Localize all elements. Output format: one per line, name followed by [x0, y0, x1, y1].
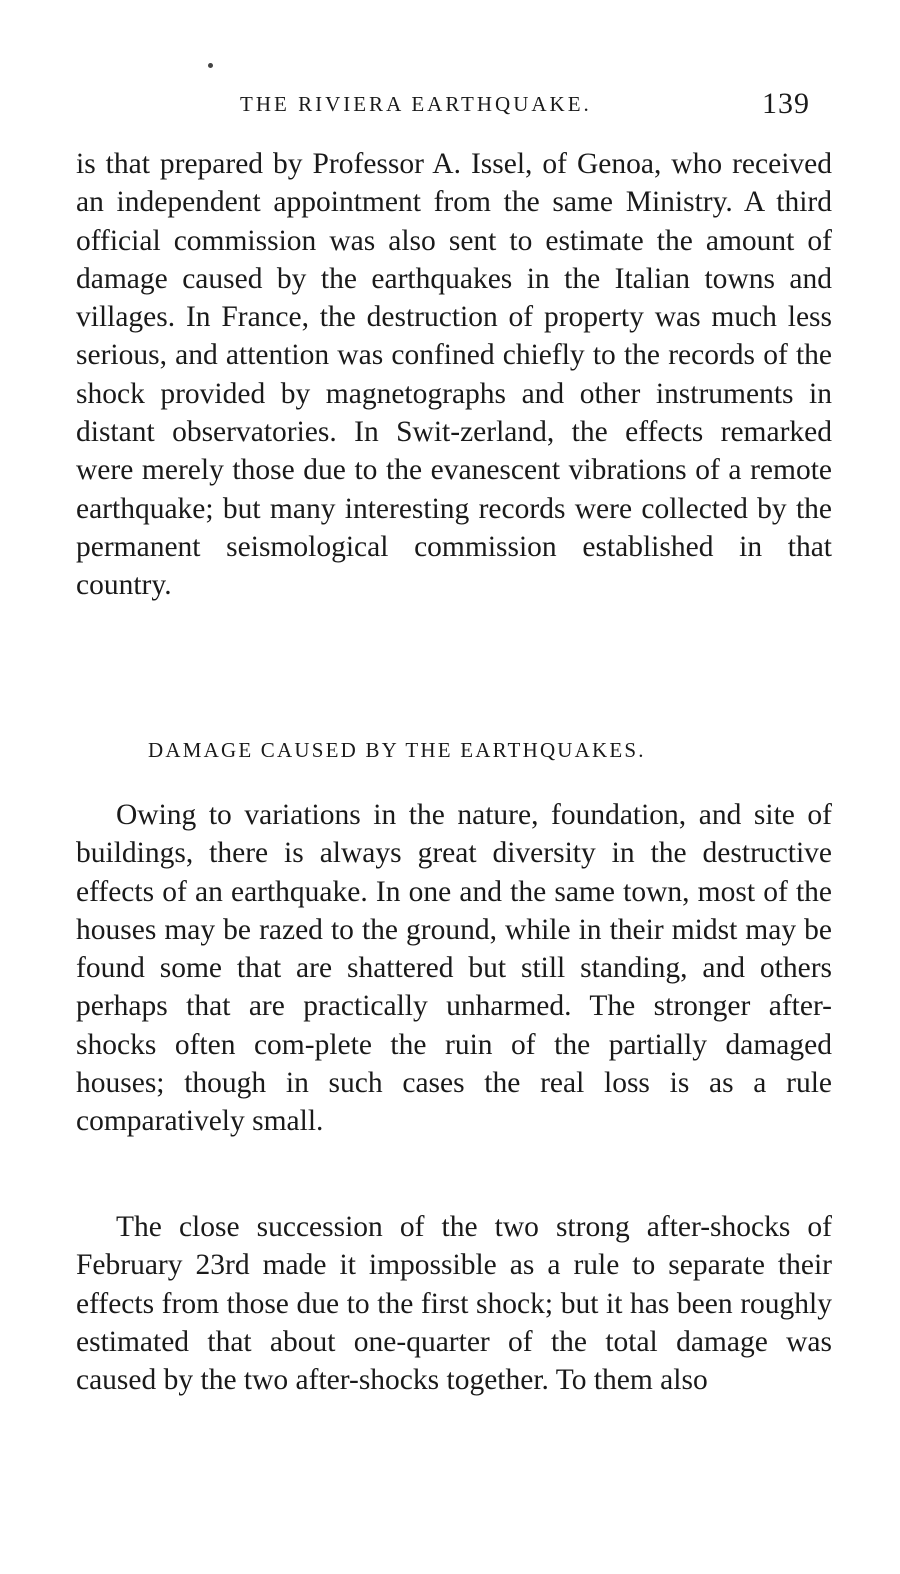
print-speck	[208, 63, 213, 68]
running-title: THE RIVIERA EARTHQUAKE.	[240, 92, 592, 116]
paragraph-continued: is that prepared by Professor A. Issel, of Genoa, who received an independent appointment from the same Ministry. A third official commission was also sent to estimate the amount of damage caused by the earthquakes in the Italian towns and villages. In France, the destruction of property was much less serious, and attention was confined chiefly to the records of the shock provided by magnetographs and other instruments in distant observatories. In Swit-zerland, the effects remarked were merely those due to the evanescent vibrations of a remote earthquake; but many interesting records were collected by the permanent seismological commission established in that country.	[76, 148, 832, 602]
section-heading: DAMAGE CAUSED BY THE EARTHQUAKES.	[148, 738, 646, 762]
running-head	[0, 84, 900, 124]
paragraph-damage-diversity: Owing to variations in the nature, foundation, and site of buildings, there is always great diversity in the destructive effects of an earthquake. In one and the same town, most of the houses may be razed to the ground, while in their midst may be found some that are shattered but still standing, and others perhaps that are practically unharmed. The stronger after-shocks often com-plete the ruin of the partially damaged houses; though in such cases the real loss is as a rule comparatively small.	[76, 799, 832, 1138]
paragraph-after-shocks: The close succession of the two strong after-shocks of February 23rd made it impossible as a rule to separate their effects from those due to the first shock; but it has been roughly estimated that about one-quarter of the total damage was caused by the two after-shocks together. To them also	[76, 1211, 832, 1397]
page-number: 139	[762, 87, 810, 120]
